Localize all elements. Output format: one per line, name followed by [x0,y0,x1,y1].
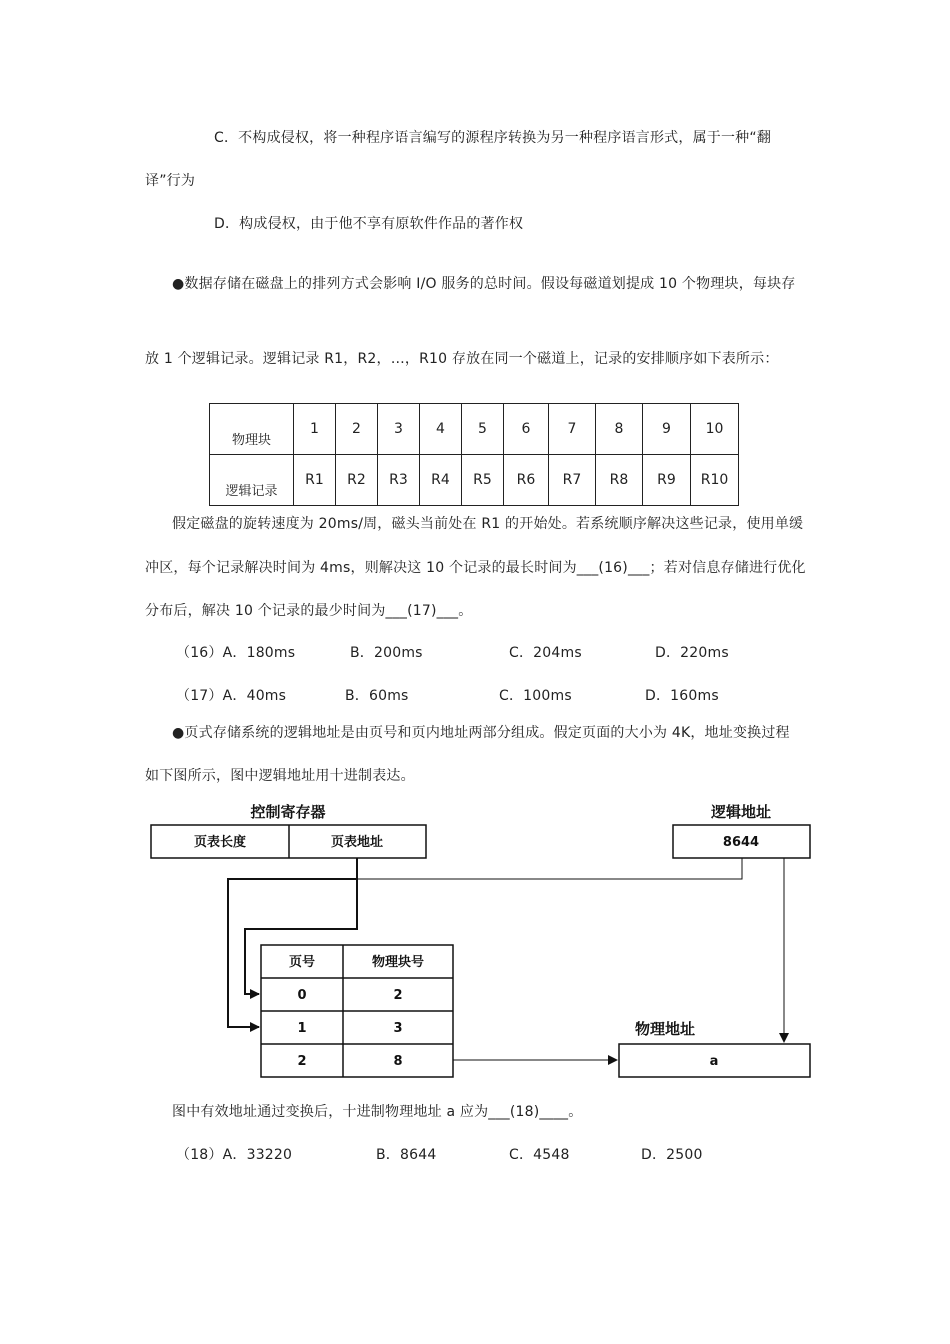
control-register-label: 控制寄存器 [250,803,326,821]
table-cell: 2 [297,1054,307,1069]
option-d: D．构成侵权，由于他不享有原软件作品的著作权 [214,216,524,232]
table-cell: 2 [336,404,378,455]
table-cell: R2 [336,455,378,506]
page-table-header-block: 物理块号 [371,955,425,970]
table-cell: R3 [378,455,420,506]
option-c-line2: 译”行为 [145,173,196,189]
q16-intro-line2: 放 1 个逻辑记录。逻辑记录 R1，R2，…，R10 存放在同一个磁道上，记录的安排顺序如下表所示： [145,351,779,367]
page-table-header-page: 页号 [288,955,316,970]
q18-body: 图中有效地址通过变换后，十进制物理地址 a 应为___(18)____。 [172,1104,583,1120]
table-cell: 0 [297,988,307,1003]
page-table-length-label: 页表长度 [193,835,247,850]
page-number-connector [357,858,742,879]
logical-address-label: 逻辑地址 [710,803,772,821]
address-translation-diagram [0,790,950,1090]
table-cell: 3 [393,1021,403,1036]
table-cell: 5 [462,404,504,455]
table-cell: 8 [596,404,643,455]
q16-body-line1: 假定磁盘的旋转速度为 20ms/周，磁头当前处在 R1 的开始处。若系统顺序解决这些记录，使用单缓 [172,516,804,532]
table-cell: R10 [691,455,739,506]
q18-intro-line1: ●页式存储系统的逻辑地址是由页号和页内地址两部分组成。假定页面的大小为 4K，地址变换过程 [172,725,790,741]
table-cell: 9 [643,404,691,455]
table-cell: 2 [393,988,403,1003]
q17-option-d: D．160ms [645,688,719,704]
table-cell: R7 [549,455,596,506]
table-cell: R6 [504,455,549,506]
q17-option-a: （17）A．40ms [176,688,287,704]
table-cell: 8 [393,1054,403,1069]
q18-intro-line2: 如下图所示，图中逻辑地址用十进制表达。 [145,768,415,784]
table-cell: 3 [378,404,420,455]
table-row [210,404,739,455]
logical-address-value: 8644 [722,835,760,850]
q17-option-c: C．100ms [499,688,572,704]
q16-body-line3: 分布后，解决 10 个记录的最少时间为___(17)___。 [145,603,473,619]
table-cell: 1 [297,1021,307,1036]
table-header-physical-block: 物理块 [210,404,294,455]
table-cell: 7 [549,404,596,455]
q16-option-a: （16）A．180ms [176,645,296,661]
table-cell: 10 [691,404,739,455]
q18-option-a: （18）A．33220 [176,1147,293,1163]
record-table [209,403,739,506]
option-c-line1: C．不构成侵权，将一种程序语言编写的源程序转换为另一种程序语言形式，属于一种“翻 [214,130,772,146]
table-cell: R1 [294,455,336,506]
table-cell: 6 [504,404,549,455]
table-row [210,455,739,506]
table-cell: 4 [420,404,462,455]
table-cell: R5 [462,455,504,506]
physical-address-value: a [709,1054,719,1069]
q16-option-d: D．220ms [655,645,729,661]
q18-option-c: C．4548 [509,1147,570,1163]
q16-intro-line1: ●数据存储在磁盘上的排列方式会影响 I/O 服务的总时间。假设每磁道划提成 10 个物理块，每块存 [172,276,796,292]
q18-option-b: B．8644 [376,1147,437,1163]
table-header-logical-record: 逻辑记录 [210,455,294,506]
page-table-address-label: 页表地址 [330,835,384,850]
table-cell: R8 [596,455,643,506]
table-cell: R4 [420,455,462,506]
q16-body-line2: 冲区，每个记录解决时间为 4ms，则解决这 10 个记录的最长时间为___(16)___；若对信息存储进行优化 [145,560,806,576]
q17-option-b: B．60ms [345,688,409,704]
table-cell: 1 [294,404,336,455]
q18-option-d: D．2500 [641,1147,703,1163]
table-cell: R9 [643,455,691,506]
q16-option-c: C．204ms [509,645,582,661]
physical-address-label: 物理地址 [634,1020,696,1038]
q16-option-b: B．200ms [350,645,423,661]
